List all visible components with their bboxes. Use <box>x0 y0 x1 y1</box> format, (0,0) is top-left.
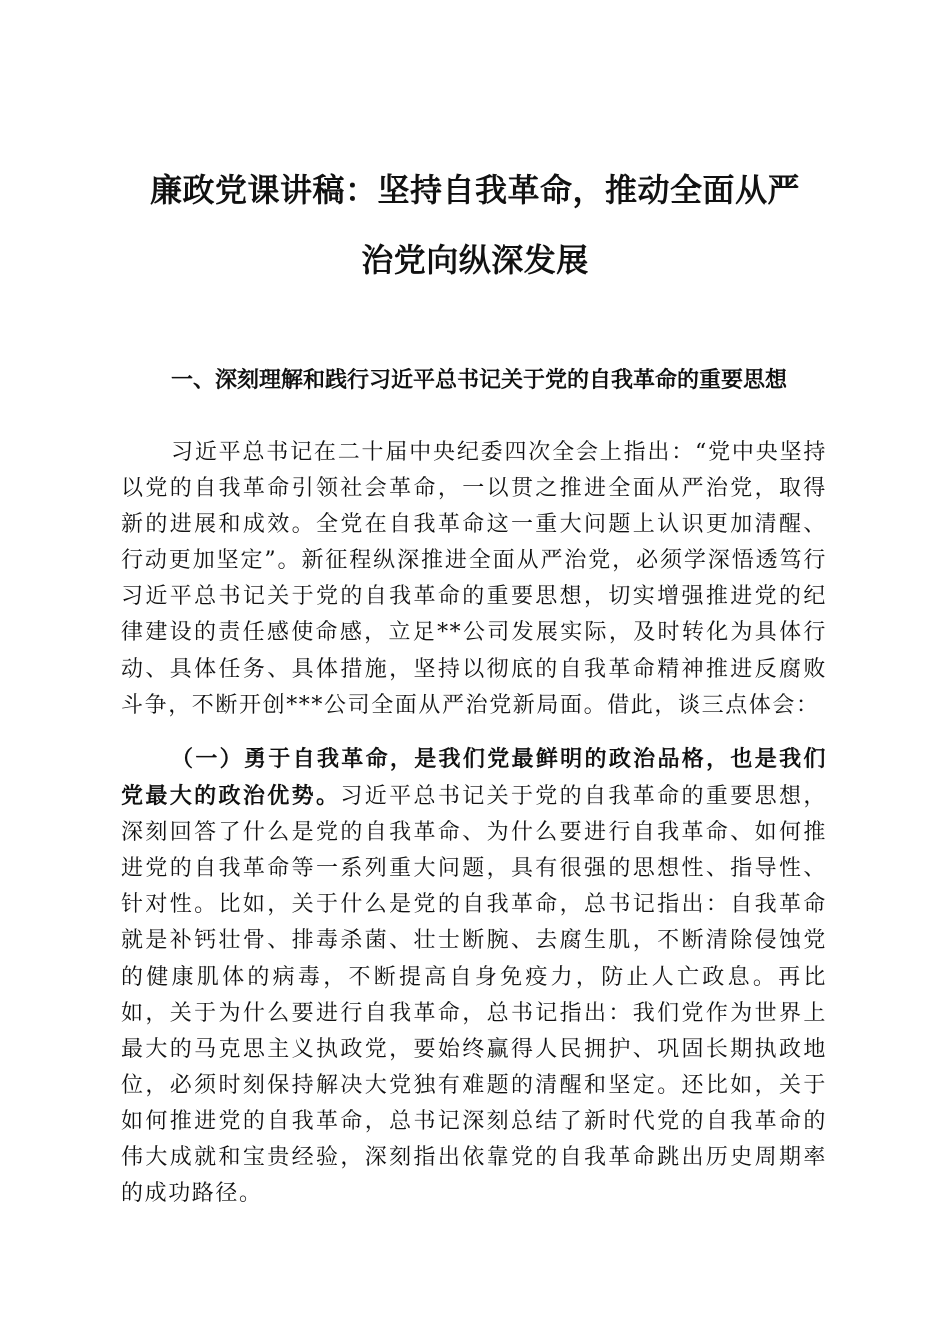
document-title-line-2: 治党向纵深发展 <box>361 241 589 279</box>
paragraph-2 <box>121 741 827 1212</box>
paragraph-1: 习近平总书记在二十届中央纪委四次全会上指出：“党中央坚持以党的自我革命引领社会革命，一以贯之推进全面从严治党，取得新的进展和成效。全党在自我革命这一重大问题上认识更加清醒、行动更加坚定”。新征程纵深推进全面从严治党，必须学深悟透笃行习近平总书记关于党的自我革命的重要思想，切实增强推进党的纪律建设的责任感使命感，立足**公司发展实际，及时转化为具体行动、具体任务、具体措施，坚持以彻底的自我革命精神推进反腐败斗争，不断开创***公司全面从严治党新局面。借此，谈三点体会： <box>121 440 827 718</box>
paragraph-2-body: 习近平总书记关于党的自我革命的重要思想，深刻回答了什么是党的自我革命、为什么要进行自我革命、如何推进党的自我革命等一系列重大问题，具有很强的思想性、指导性、针对性。比如，关于什么是党的自我革命，总书记指出：自我革命就是补钙壮骨、排毒杀菌、壮士断腕、去腐生肌，不断清除侵蚀党的健康肌体的病毒，不断提高自身免疫力，防止人亡政息。再比如，关于为什么要进行自我革命，总书记指出：我们党作为世界上最大的马克思主义执政党，要始终赢得人民拥护、巩固长期执政地位，必须时刻保持解决大党独有难题的清醒和坚定。还比如，关于如何推进党的自我革命，总书记深刻总结了新时代党的自我革命的伟大成就和宝贵经验，深刻指出依靠党的自我革命跳出历史周期率的成功路径。 <box>121 784 827 1207</box>
section-heading-1: 一、深刻理解和践行习近平总书记关于党的自我革命的重要思想 <box>171 368 788 393</box>
paragraph-2-lead: （一）勇于自我革命，是我们党最鲜明的政治品格，也是我们党最大的政治优势。 <box>121 746 827 810</box>
document-title-line-1: 廉政党课讲稿：坚持自我革命，推动全面从严 <box>149 171 800 209</box>
